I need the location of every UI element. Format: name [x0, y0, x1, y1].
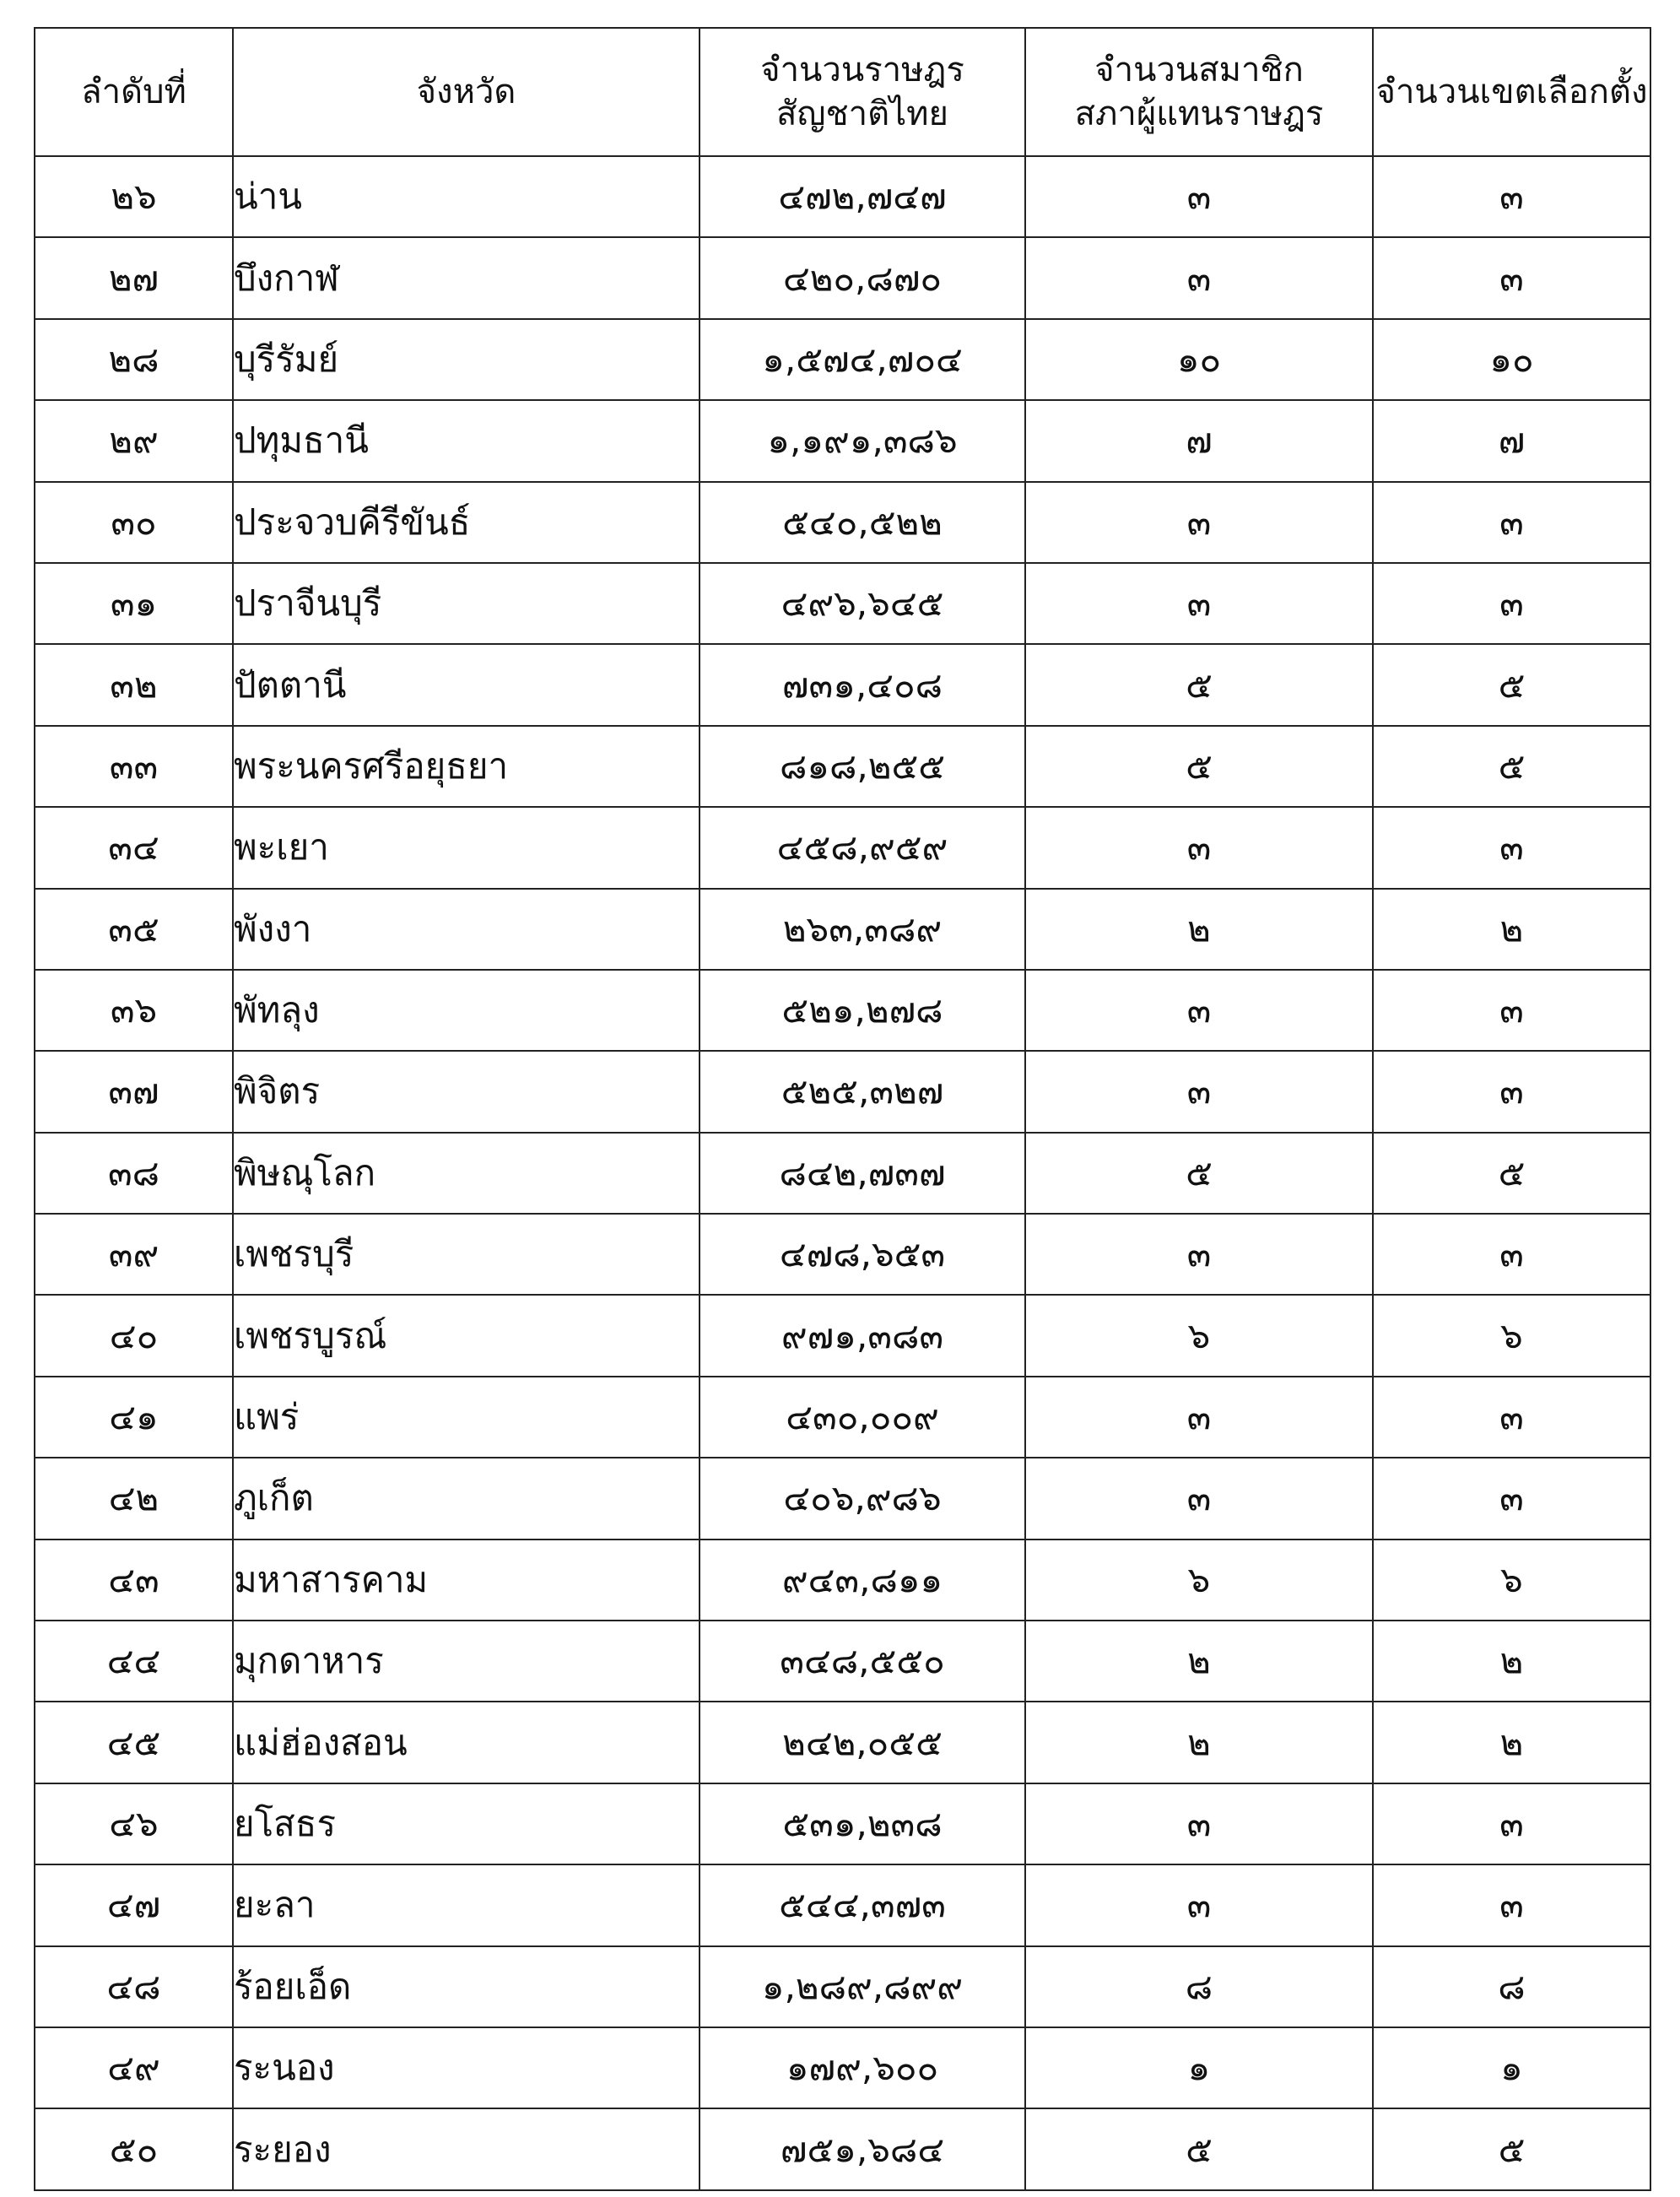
header-population-line2: สัญชาติไทย [775, 95, 948, 133]
cell-province: ระยอง [233, 2108, 700, 2189]
cell-province: ประจวบคีรีขันธ์ [233, 482, 700, 563]
cell-province: ระนอง [233, 2027, 700, 2108]
table-row [35, 319, 1650, 400]
cell-no: ๓๐ [35, 482, 233, 563]
cell-districts: ๓ [1373, 1458, 1650, 1539]
table-row [35, 644, 1650, 725]
table-row [35, 1214, 1650, 1295]
table-row [35, 400, 1650, 481]
cell-no: ๓๙ [35, 1214, 233, 1295]
table-row [35, 970, 1650, 1051]
cell-population: ๒๔๒,๐๕๕ [700, 1702, 1025, 1783]
province-table [34, 27, 1651, 2191]
cell-districts: ๖ [1373, 1295, 1650, 1376]
cell-mps: ๓ [1025, 1458, 1373, 1539]
cell-mps: ๓ [1025, 1864, 1373, 1945]
cell-districts: ๓ [1373, 237, 1650, 318]
cell-population: ๑๗๙,๖๐๐ [700, 2027, 1025, 2108]
cell-no: ๒๘ [35, 319, 233, 400]
cell-no: ๓๑ [35, 563, 233, 644]
header-mps-line1: จำนวนสมาชิก [1094, 51, 1304, 89]
cell-no: ๒๗ [35, 237, 233, 318]
cell-no: ๓๕ [35, 889, 233, 970]
cell-mps: ๖ [1025, 1295, 1373, 1376]
cell-districts: ๓ [1373, 1051, 1650, 1132]
table-row [35, 2108, 1650, 2189]
cell-population: ๔๗๒,๗๔๗ [700, 156, 1025, 237]
cell-mps: ๕ [1025, 644, 1373, 725]
cell-no: ๔๘ [35, 1946, 233, 2027]
cell-province: ปราจีนบุรี [233, 563, 700, 644]
cell-no: ๔๓ [35, 1540, 233, 1621]
cell-population: ๕๒๑,๒๗๘ [700, 970, 1025, 1051]
table-row [35, 889, 1650, 970]
table-row [35, 1702, 1650, 1783]
table-row [35, 156, 1650, 237]
cell-population: ๔๒๐,๘๗๐ [700, 237, 1025, 318]
cell-no: ๓๒ [35, 644, 233, 725]
cell-province: พิษณุโลก [233, 1133, 700, 1214]
table-body [35, 156, 1650, 2190]
cell-districts: ๓ [1373, 1214, 1650, 1295]
cell-population: ๙๔๓,๘๑๑ [700, 1540, 1025, 1621]
cell-districts: ๖ [1373, 1540, 1650, 1621]
cell-province: พังงา [233, 889, 700, 970]
table-row [35, 1377, 1650, 1458]
cell-mps: ๓ [1025, 1783, 1373, 1864]
table-row [35, 1540, 1650, 1621]
cell-no: ๔๕ [35, 1702, 233, 1783]
cell-mps: ๑๐ [1025, 319, 1373, 400]
cell-mps: ๒ [1025, 1621, 1373, 1702]
cell-districts: ๓ [1373, 156, 1650, 237]
header-province: จังหวัด [233, 28, 700, 156]
header-population-line1: จำนวนราษฎร [760, 51, 964, 89]
cell-population: ๔๓๐,๐๐๙ [700, 1377, 1025, 1458]
cell-population: ๓๔๘,๕๕๐ [700, 1621, 1025, 1702]
cell-province: ยโสธร [233, 1783, 700, 1864]
cell-mps: ๓ [1025, 1051, 1373, 1132]
table-row [35, 1783, 1650, 1864]
cell-districts: ๓ [1373, 1377, 1650, 1458]
cell-province: บึงกาฬ [233, 237, 700, 318]
cell-districts: ๕ [1373, 1133, 1650, 1214]
cell-population: ๗๓๑,๔๐๘ [700, 644, 1025, 725]
cell-no: ๓๔ [35, 807, 233, 888]
table-row [35, 1295, 1650, 1376]
cell-province: พระนครศรีอยุธยา [233, 726, 700, 807]
cell-population: ๑,๒๘๙,๘๙๙ [700, 1946, 1025, 2027]
cell-province: พะเยา [233, 807, 700, 888]
cell-mps: ๓ [1025, 563, 1373, 644]
cell-districts: ๓ [1373, 482, 1650, 563]
cell-no: ๔๒ [35, 1458, 233, 1539]
cell-population: ๔๗๘,๖๕๓ [700, 1214, 1025, 1295]
cell-districts: ๘ [1373, 1946, 1650, 2027]
table-row [35, 237, 1650, 318]
cell-districts: ๒ [1373, 1621, 1650, 1702]
cell-province: แม่ฮ่องสอน [233, 1702, 700, 1783]
cell-province: ยะลา [233, 1864, 700, 1945]
cell-mps: ๓ [1025, 970, 1373, 1051]
cell-districts: ๓ [1373, 970, 1650, 1051]
cell-mps: ๒ [1025, 1702, 1373, 1783]
cell-population: ๕๔๐,๕๒๒ [700, 482, 1025, 563]
cell-population: ๕๒๕,๓๒๗ [700, 1051, 1025, 1132]
table-row [35, 726, 1650, 807]
cell-districts: ๕ [1373, 2108, 1650, 2189]
cell-no: ๔๗ [35, 1864, 233, 1945]
cell-mps: ๓ [1025, 237, 1373, 318]
cell-province: เพชรบูรณ์ [233, 1295, 700, 1376]
cell-no: ๔๑ [35, 1377, 233, 1458]
cell-population: ๘๔๒,๗๓๗ [700, 1133, 1025, 1214]
cell-no: ๓๘ [35, 1133, 233, 1214]
cell-population: ๕๔๔,๓๗๓ [700, 1864, 1025, 1945]
table-row [35, 1621, 1650, 1702]
cell-districts: ๕ [1373, 644, 1650, 725]
cell-province: มหาสารคาม [233, 1540, 700, 1621]
table-row [35, 1458, 1650, 1539]
table-row [35, 1133, 1650, 1214]
cell-districts: ๒ [1373, 889, 1650, 970]
cell-no: ๔๙ [35, 2027, 233, 2108]
cell-province: ปัตตานี [233, 644, 700, 725]
cell-population: ๘๑๘,๒๕๕ [700, 726, 1025, 807]
cell-mps: ๕ [1025, 726, 1373, 807]
cell-mps: ๖ [1025, 1540, 1373, 1621]
cell-province: แพร่ [233, 1377, 700, 1458]
cell-no: ๕๐ [35, 2108, 233, 2189]
cell-districts: ๓ [1373, 807, 1650, 888]
header-mps-line2: สภาผู้แทนราษฎร [1074, 95, 1324, 133]
table-row [35, 1946, 1650, 2027]
table-row [35, 1051, 1650, 1132]
cell-population: ๑,๑๙๑,๓๘๖ [700, 400, 1025, 481]
cell-no: ๔๐ [35, 1295, 233, 1376]
header-districts: จำนวนเขตเลือกตั้ง [1373, 28, 1650, 156]
cell-province: พิจิตร [233, 1051, 700, 1132]
header-mps [1025, 28, 1373, 156]
cell-mps: ๓ [1025, 1377, 1373, 1458]
cell-districts: ๓ [1373, 1783, 1650, 1864]
cell-no: ๒๙ [35, 400, 233, 481]
cell-province: มุกดาหาร [233, 1621, 700, 1702]
table-row [35, 807, 1650, 888]
table-header [35, 28, 1650, 156]
cell-population: ๑,๕๗๔,๗๐๔ [700, 319, 1025, 400]
cell-mps: ๓ [1025, 482, 1373, 563]
cell-districts: ๒ [1373, 1702, 1650, 1783]
cell-districts: ๓ [1373, 563, 1650, 644]
cell-mps: ๑ [1025, 2027, 1373, 2108]
cell-population: ๙๗๑,๓๘๓ [700, 1295, 1025, 1376]
cell-districts: ๑๐ [1373, 319, 1650, 400]
cell-province: เพชรบุรี [233, 1214, 700, 1295]
cell-population: ๔๕๘,๙๕๙ [700, 807, 1025, 888]
header-row [35, 28, 1650, 156]
cell-province: น่าน [233, 156, 700, 237]
cell-province: ภูเก็ต [233, 1458, 700, 1539]
cell-population: ๒๖๓,๓๘๙ [700, 889, 1025, 970]
table-row [35, 1864, 1650, 1945]
cell-mps: ๕ [1025, 2108, 1373, 2189]
cell-mps: ๒ [1025, 889, 1373, 970]
cell-mps: ๓ [1025, 807, 1373, 888]
cell-districts: ๗ [1373, 400, 1650, 481]
cell-province: ปทุมธานี [233, 400, 700, 481]
cell-population: ๔๙๖,๖๔๕ [700, 563, 1025, 644]
table-row [35, 563, 1650, 644]
cell-population: ๔๐๖,๙๘๖ [700, 1458, 1025, 1539]
cell-mps: ๓ [1025, 1214, 1373, 1295]
cell-no: ๒๖ [35, 156, 233, 237]
header-no: ลำดับที่ [35, 28, 233, 156]
cell-no: ๔๖ [35, 1783, 233, 1864]
table-row [35, 2027, 1650, 2108]
cell-no: ๓๗ [35, 1051, 233, 1132]
cell-population: ๕๓๑,๒๓๘ [700, 1783, 1025, 1864]
cell-mps: ๗ [1025, 400, 1373, 481]
cell-mps: ๘ [1025, 1946, 1373, 2027]
cell-province: บุรีรัมย์ [233, 319, 700, 400]
cell-population: ๗๕๑,๖๘๔ [700, 2108, 1025, 2189]
cell-no: ๓๖ [35, 970, 233, 1051]
cell-districts: ๓ [1373, 1864, 1650, 1945]
cell-province: ร้อยเอ็ด [233, 1946, 700, 2027]
cell-mps: ๓ [1025, 156, 1373, 237]
cell-no: ๓๓ [35, 726, 233, 807]
cell-province: พัทลุง [233, 970, 700, 1051]
cell-mps: ๕ [1025, 1133, 1373, 1214]
cell-districts: ๕ [1373, 726, 1650, 807]
cell-districts: ๑ [1373, 2027, 1650, 2108]
cell-no: ๔๔ [35, 1621, 233, 1702]
header-population [700, 28, 1025, 156]
table-row [35, 482, 1650, 563]
